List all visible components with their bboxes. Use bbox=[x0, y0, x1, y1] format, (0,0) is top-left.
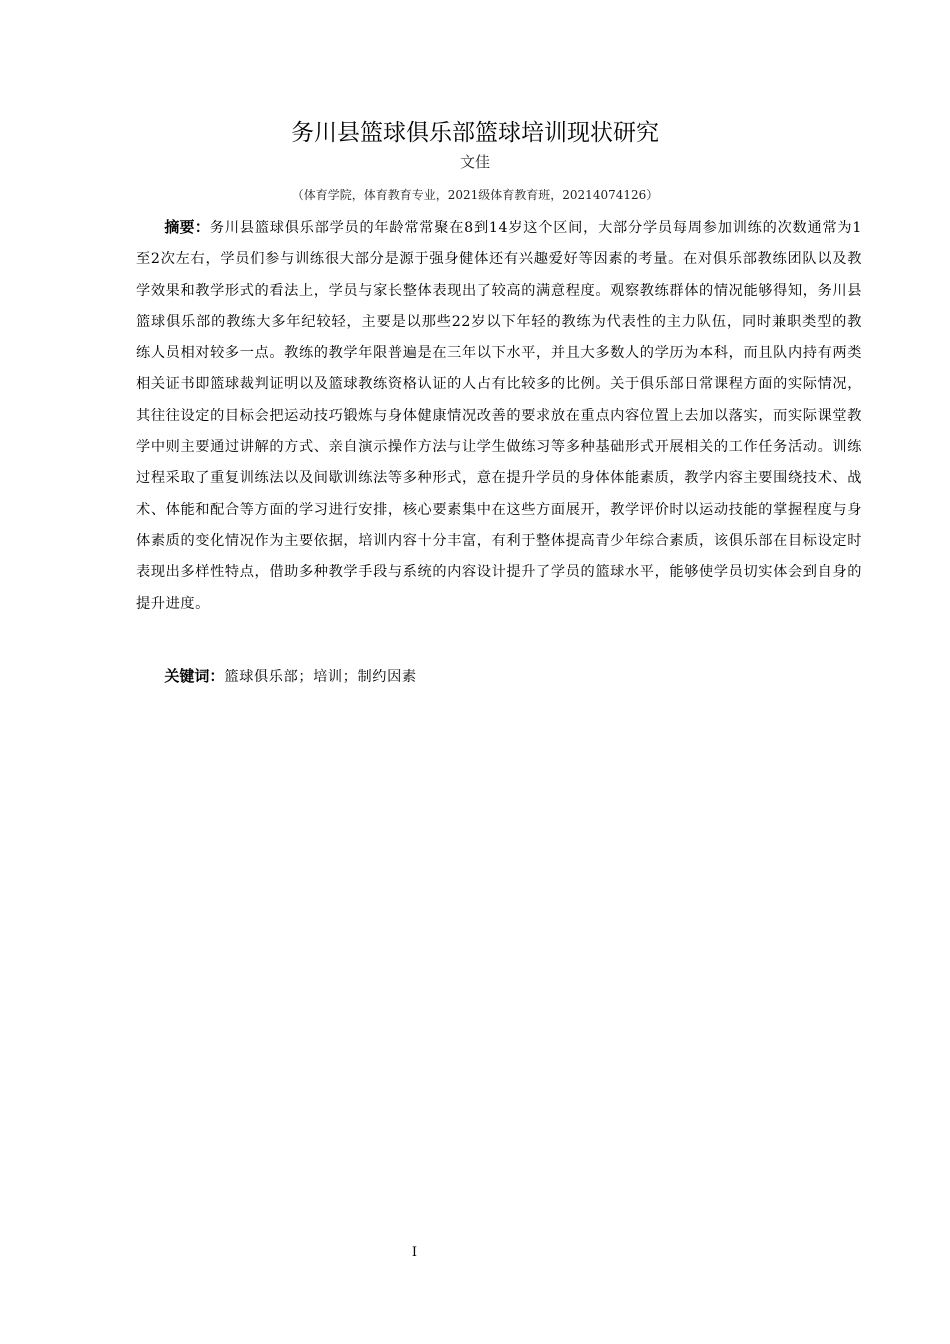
page-number: I bbox=[411, 1245, 418, 1260]
keywords-label: 关键词： bbox=[164, 667, 225, 685]
keywords-paragraph bbox=[136, 662, 862, 691]
abstract-label: 摘要： bbox=[164, 218, 210, 236]
keywords-text: 篮球俱乐部；培训；制约因素 bbox=[224, 669, 417, 685]
abstract-paragraph bbox=[136, 212, 862, 620]
author-name: 文佳 bbox=[459, 153, 490, 171]
abstract-text: 务川县篮球俱乐部学员的年龄常常聚在8到14岁这个区间，大部分学员每周参加训练的次数通常为1至2次左右，学员们参与训练很大部分是源于强身健体还有兴趣爱好等因素的考量。在对俱乐部教练团队以及教学效果和教学形式的看法上，学员与家长整体表现出了较高的满意程度。观察教练群体的情况能够得知，务川县篮球俱乐部的教练大多年纪较轻，主要是以那些22岁以下年轻的教练为代表性的主力队伍，同时兼职类型的教练人员相对较多一点。教练的教学年限普遍是在三年以下水平，并且大多数人的学历为本科，而且队内持有两类相关证书即篮球裁判证明以及篮球教练资格认证的人占有比较多的比例。关于俱乐部日常课程方面的实际情况，其往往设定的目标会把运动技巧锻炼与身体健康情况改善的要求放在重点内容位置上去加以落实，而实际课堂教学中则主要通过讲解的方式、亲自演示操作方法与让学生做练习等多种基础形式开展相关的工作任务活动。训练过程采取了重复训练法以及间歇训练法等多种形式，意在提升学员的身体体能素质，教学内容主要围绕技术、战术、体能和配合等方面的学习进行安排，核心要素集中在这些方面展开，教学评价时以运动技能的掌握程度与身体素质的变化情况作为主要依据，培训内容十分丰富，有利于整体提高青少年综合素质，该俱乐部在目标设定时表现出多样性特点，借助多种教学手段与系统的内容设计提升了学员的篮球水平，能够使学员切实体会到自身的提升进度。 bbox=[136, 220, 862, 612]
paper-title: 务川县篮球俱乐部篮球培训现状研究 bbox=[291, 120, 659, 146]
author-affiliation: （体育学院，体育教育专业，2021级体育教育班，20214074126） bbox=[291, 188, 659, 202]
